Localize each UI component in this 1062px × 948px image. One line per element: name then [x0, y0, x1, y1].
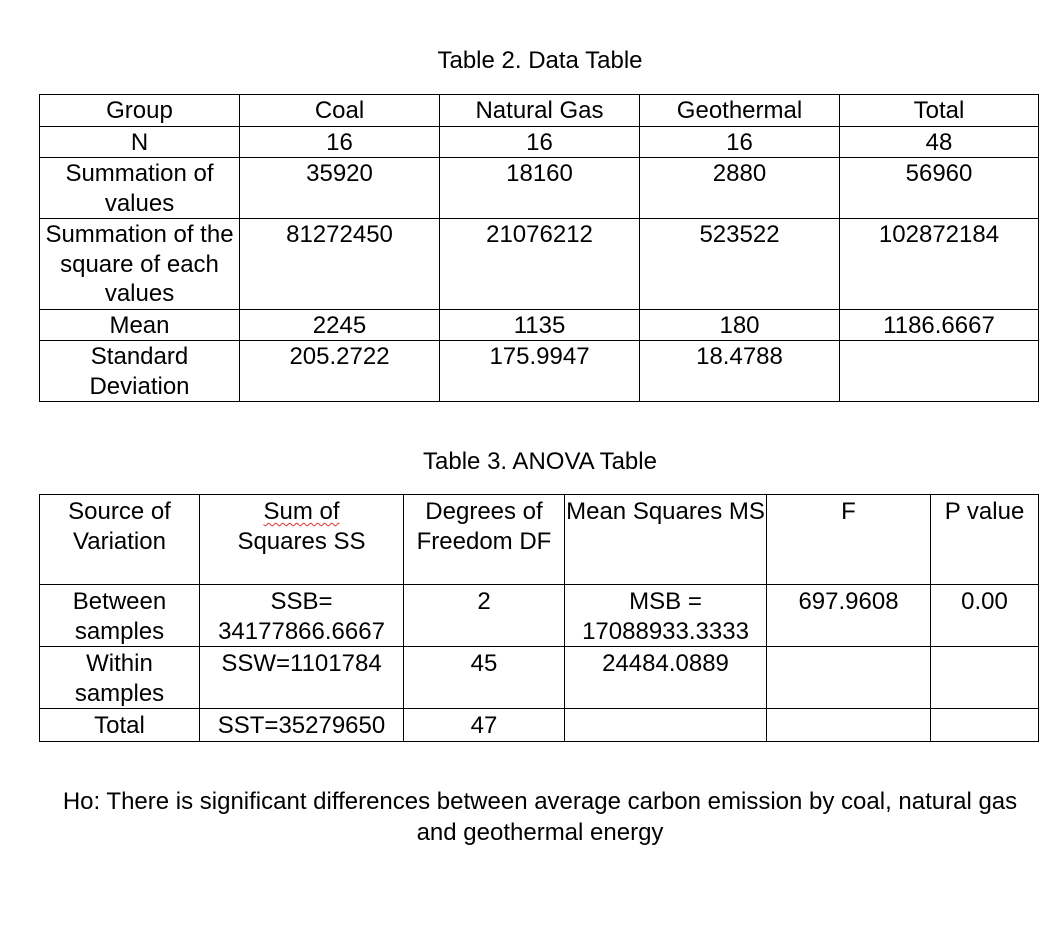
table-row — [40, 495, 1039, 585]
row-label: Total — [40, 709, 200, 742]
header-cell: Coal — [240, 95, 440, 127]
table-cell — [840, 341, 1039, 402]
table-row — [40, 219, 1039, 310]
table3-caption: Table 3. ANOVA Table — [423, 448, 657, 475]
table-cell: SSW=1101784 — [200, 647, 404, 709]
table-row — [40, 647, 1039, 709]
row-label: N — [40, 126, 240, 158]
data-table — [39, 94, 1039, 402]
table2-caption: Table 2. Data Table — [437, 47, 643, 74]
table-cell — [767, 647, 931, 709]
header-cell-p: P value — [931, 495, 1039, 585]
table-cell: 81272450 — [240, 219, 440, 310]
table-cell: 18.4788 — [640, 341, 840, 402]
header-cell: Total — [840, 95, 1039, 127]
table-cell — [565, 709, 767, 742]
table-cell — [931, 647, 1039, 709]
header-cell-source: Source of Variation — [40, 495, 200, 585]
row-label: Summation of the square of each values — [40, 219, 240, 310]
header-cell-df: Degrees of Freedom DF — [404, 495, 565, 585]
table-cell: 2 — [404, 585, 565, 647]
row-label: Standard Deviation — [40, 341, 240, 402]
table-cell: 24484.0889 — [565, 647, 767, 709]
table-cell: SST=35279650 — [200, 709, 404, 742]
table-row — [40, 309, 1039, 341]
table-cell: 48 — [840, 126, 1039, 158]
table-cell — [767, 709, 931, 742]
table-cell: 697.9608 — [767, 585, 931, 647]
table-cell: MSB = 17088933.3333 — [565, 585, 767, 647]
header-cell-ss-rest: Squares SS — [237, 527, 366, 555]
row-label: Summation of values — [40, 158, 240, 219]
spellcheck-underline: Sum of — [263, 498, 340, 525]
header-cell-f: F — [767, 495, 931, 585]
header-cell: Group — [40, 95, 240, 127]
table-cell: 35920 — [240, 158, 440, 219]
row-label: Within samples — [40, 647, 200, 709]
header-cell-ss — [200, 495, 404, 585]
table-cell: 0.00 — [931, 585, 1039, 647]
table-cell — [931, 709, 1039, 742]
table-cell: 47 — [404, 709, 565, 742]
row-label: Mean — [40, 309, 240, 341]
table-cell: 56960 — [840, 158, 1039, 219]
table-cell: 180 — [640, 309, 840, 341]
table-row — [40, 341, 1039, 402]
table-cell: 21076212 — [440, 219, 640, 310]
hypothesis-statement: Ho: There is significant differences between average carbon emission by coal, natural gas and geothermal energy — [62, 788, 1018, 846]
table-cell: 16 — [440, 126, 640, 158]
table-cell: 45 — [404, 647, 565, 709]
header-cell: Natural Gas — [440, 95, 640, 127]
table-cell: 1135 — [440, 309, 640, 341]
anova-table — [39, 494, 1039, 742]
table-cell: 18160 — [440, 158, 640, 219]
table-row — [40, 709, 1039, 742]
table-cell: 205.2722 — [240, 341, 440, 402]
table-cell: 16 — [240, 126, 440, 158]
header-cell-ms: Mean Squares MS — [565, 495, 767, 585]
table-row — [40, 126, 1039, 158]
table-row — [40, 158, 1039, 219]
table-cell: 2880 — [640, 158, 840, 219]
table-row — [40, 95, 1039, 127]
table-cell: SSB= 34177866.6667 — [200, 585, 404, 647]
table-cell: 175.9947 — [440, 341, 640, 402]
table-cell: 102872184 — [840, 219, 1039, 310]
row-label: Between samples — [40, 585, 200, 647]
table-row — [40, 585, 1039, 647]
table-cell: 1186.6667 — [840, 309, 1039, 341]
table-cell: 16 — [640, 126, 840, 158]
table-cell: 2245 — [240, 309, 440, 341]
table-cell: 523522 — [640, 219, 840, 310]
header-cell: Geothermal — [640, 95, 840, 127]
